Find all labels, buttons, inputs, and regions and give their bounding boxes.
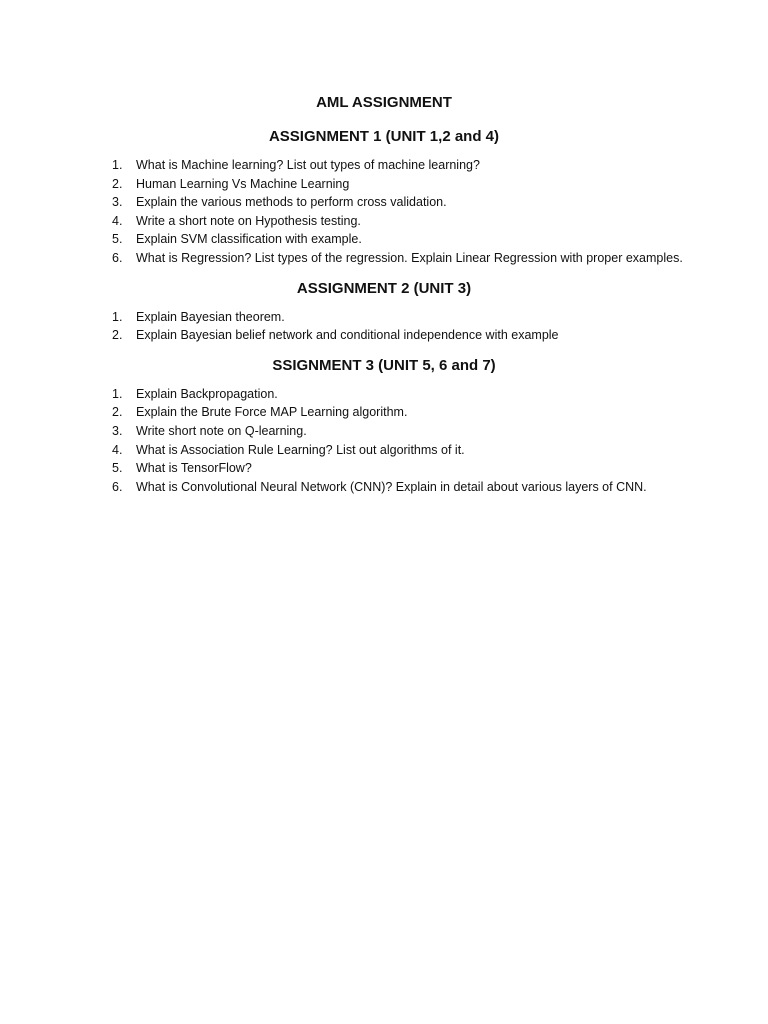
assignment-1-section — [0, 126, 768, 268]
item-number: 4. — [112, 213, 123, 228]
item-text: Explain Bayesian belief network and conditional independence with example — [136, 328, 559, 343]
item-text: What is TensorFlow? — [136, 461, 252, 476]
list-item — [112, 385, 732, 404]
list-item — [112, 422, 732, 441]
section-heading: ASSIGNMENT 1 (UNIT 1,2 and 4) — [268, 128, 500, 145]
list-item — [112, 193, 732, 212]
item-number: 2. — [112, 176, 123, 191]
item-number: 4. — [112, 442, 123, 457]
list-item — [112, 403, 732, 422]
list-item — [112, 441, 732, 460]
item-number: 5. — [112, 232, 123, 247]
item-number: 2. — [112, 405, 123, 420]
list-item — [112, 459, 732, 478]
item-number: 6. — [112, 250, 123, 265]
list-item — [112, 175, 732, 194]
item-number: 1. — [112, 386, 123, 401]
list-item — [112, 326, 732, 345]
item-text: Explain SVM classification with example. — [136, 232, 362, 247]
list-item — [112, 478, 732, 497]
item-text: Write short note on Q-learning. — [136, 423, 307, 438]
item-number: 5. — [112, 461, 123, 476]
item-number: 6. — [112, 479, 123, 494]
section-heading: ASSIGNMENT 2 (UNIT 3) — [296, 279, 472, 297]
item-text: What is Regression? List types of the regression. Explain Linear Regression with proper examples. — [136, 250, 683, 265]
list-item — [112, 249, 732, 268]
item-text: What is Association Rule Learning? List out algorithms of it. — [136, 442, 465, 457]
item-number: 1. — [112, 309, 123, 324]
item-text: Explain Bayesian theorem. — [136, 309, 285, 324]
item-text: What is Convolutional Neural Network (CNN)? Explain in detail about various layers of CNN. — [136, 479, 647, 494]
document-title: AML ASSIGNMENT — [316, 94, 452, 111]
item-text: Explain the Brute Force MAP Learning algorithm. — [136, 405, 408, 420]
section-heading: SSIGNMENT 3 (UNIT 5, 6 and 7) — [272, 356, 496, 374]
list-item — [112, 212, 732, 231]
item-number: 1. — [112, 158, 123, 172]
list-item — [112, 230, 732, 249]
list-item — [112, 308, 732, 327]
item-text: Explain Backpropagation. — [136, 386, 278, 401]
item-number: 3. — [112, 195, 123, 210]
assignment-3-section — [0, 355, 768, 497]
question-list — [112, 385, 732, 497]
question-list — [112, 156, 732, 268]
item-text: Explain the various methods to perform cross validation. — [136, 195, 447, 210]
item-text: Write a short note on Hypothesis testing. — [136, 213, 361, 228]
item-number: 3. — [112, 423, 123, 438]
question-list — [112, 308, 732, 345]
assignment-2-section — [0, 278, 768, 345]
item-text: What is Machine learning? List out types of machine learning? — [136, 158, 480, 172]
item-text: Human Learning Vs Machine Learning — [136, 176, 350, 191]
list-item — [112, 156, 732, 175]
item-number: 2. — [112, 328, 123, 343]
